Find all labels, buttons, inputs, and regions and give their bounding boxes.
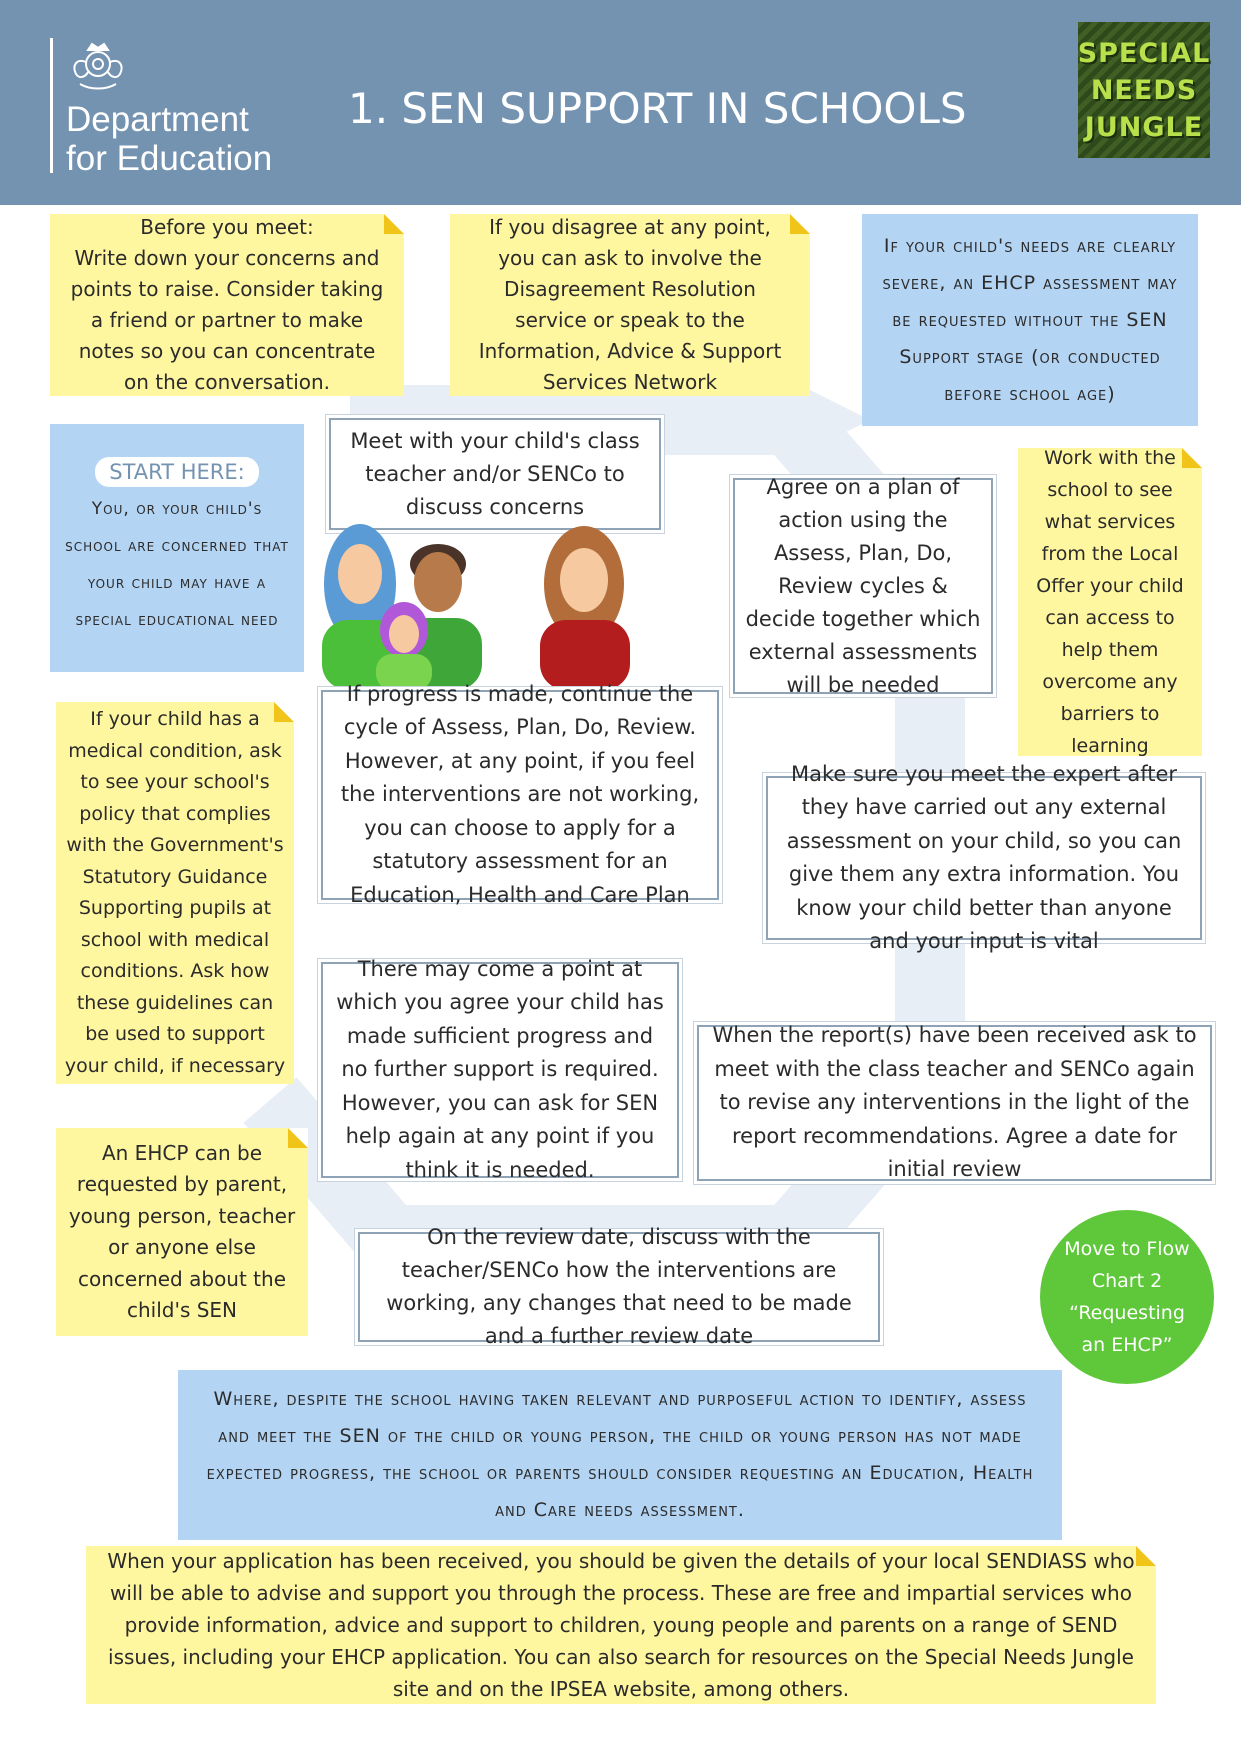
review-date-box: [358, 1225, 880, 1348]
dfe-divider: [50, 38, 53, 173]
meet-expert-box: [766, 761, 1202, 953]
ehcp-request-text: An EHCP can be requested by parent, young person, teacher or anyone else concerned about the child's SEN: [68, 1140, 296, 1322]
application-received-note: [86, 1546, 1156, 1704]
royal-crest-icon: [66, 40, 130, 94]
disagree-text: If you disagree at any point, you can ask to involve the Disagreement Resolution service or speak to the Information, Advice & Support Services Network: [478, 215, 782, 394]
where-despite-note: [178, 1370, 1062, 1540]
severe-needs-note: [862, 214, 1198, 426]
meet-teacher-box: [329, 418, 661, 530]
progress-text: If progress is made, continue the cycle of Assess, Plan, Do, Review. However, at any point, if you feel the interventions are not working, you can choose to apply for a statutory assessment for an Education, Health and Care Plan: [340, 681, 700, 907]
flow-chart-link-text: Move to Flow Chart 2 “Requesting an EHCP”: [1064, 1238, 1190, 1356]
sufficient-progress-box: [321, 956, 679, 1182]
local-offer-note: [1018, 448, 1202, 756]
page-title: 1. SEN SUPPORT IN SCHOOLS: [348, 84, 967, 133]
start-here-note: [50, 424, 304, 672]
family-illustration-icon: [318, 522, 658, 690]
progress-box: [321, 681, 719, 907]
local-offer-text: Work with the school to see what services from the Local Offer your child can access to help them overcome any barriers to learning: [1036, 447, 1184, 757]
report-received-box: [697, 1025, 1212, 1181]
where-despite-text: Where, despite the school having taken relevant and purposeful action to identify, assess and meet the SEN of the child or young person, the child or young person has not made expected progress, the school or parents should consider requesting an Education, Health and Care needs assessment.: [206, 1388, 1034, 1521]
move-to-flow-chart-2-button[interactable]: [1040, 1210, 1214, 1384]
agree-plan-text: Agree on a plan of action using the Assess, Plan, Do, Review cycles & decide together which external assessments will be needed: [745, 474, 981, 697]
medical-condition-note: [56, 702, 294, 1084]
medical-condition-text: If your child has a medical condition, ask to see your school's policy that complies with the Government's Statutory Guidance Supporting pupils at school with medical conditions. Ask how these guidelines can be used to support your child, if necessary: [64, 708, 286, 1077]
application-received-text: When your application has been received, you should be given the details of your local SENDIASS who will be able to advise and support you through the process. These are free and impartial services who provide information, advice and support to children, young people and parents on a range of SEND issues, including your EHCP application. You can also search for resources on the Special Needs Jungle site and on the IPSEA website, among others.: [107, 1549, 1135, 1701]
dfe-logo-text: [66, 100, 272, 178]
dfe-line-1: Department: [66, 100, 249, 139]
disagree-note: [450, 214, 810, 396]
before-you-meet-note: [50, 214, 404, 396]
agree-plan-box: [733, 474, 993, 697]
special-needs-jungle-logo: [1078, 22, 1210, 158]
report-received-text: When the report(s) have been received ask to meet with the class teacher and SENCo again to revise any interventions in the light of the report recommendations. Agree a date for initial review: [712, 1023, 1197, 1182]
logo-line-2: NEEDS: [1090, 74, 1198, 106]
meet-expert-text: Make sure you meet the expert after they have carried out any external assessment on your child, so you can give them any extra information. You know your child better than anyone and your input is vital: [786, 761, 1182, 953]
severe-needs-text: If your child's needs are clearly severe, an EHCP assessment may be requested without the SEN Support stage (or conducted before school age): [882, 234, 1178, 405]
ehcp-request-note: [56, 1128, 308, 1336]
meet-teacher-text: Meet with your child's class teacher and/or SENCo to discuss concerns: [350, 428, 640, 519]
logo-line-1: SPECIAL: [1077, 37, 1211, 69]
dfe-line-2: for Education: [66, 139, 273, 178]
start-here-badge: START HERE:: [95, 457, 258, 487]
sufficient-progress-text: There may come a point at which you agree your child has made sufficient progress and no further support is required. However, you can ask for SEN help again at any point if you think it is needed.: [336, 956, 664, 1182]
review-date-text: On the review date, discuss with the teacher/SENCo how the interventions are working, any changes that need to be made and a further review date: [386, 1225, 852, 1348]
start-here-text: You, or your child's school are concerned that your child may have a special educational need: [65, 499, 289, 630]
before-you-meet-text: Before you meet: Write down your concerns and points to raise. Consider taking a friend or partner to make notes so you can concentrate on the conversation.: [70, 215, 384, 394]
logo-line-3: JUNGLE: [1084, 111, 1204, 143]
page-header: [0, 0, 1241, 205]
